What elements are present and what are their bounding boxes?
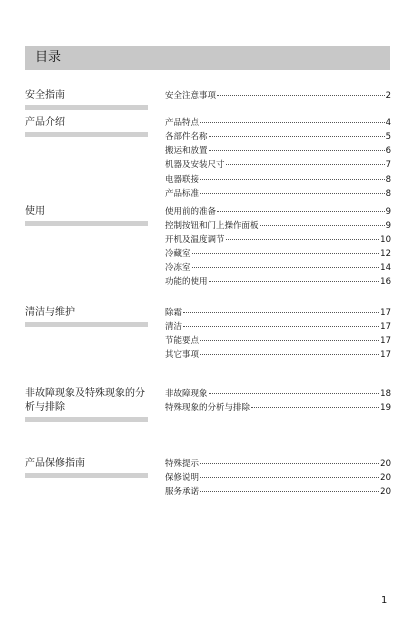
toc-entry[interactable] bbox=[165, 233, 391, 247]
toc-entry[interactable] bbox=[165, 89, 391, 103]
toc-entry-title: 产品特点 bbox=[165, 118, 200, 128]
dot-leader bbox=[200, 354, 379, 355]
section-heading: 安全指南 bbox=[25, 89, 148, 110]
dot-leader bbox=[226, 239, 380, 240]
section-heading: 清洁与维护 bbox=[25, 306, 148, 327]
toc-entry-page: 9 bbox=[385, 221, 391, 231]
toc-entry-title: 非故障现象 bbox=[165, 389, 208, 399]
dot-leader bbox=[209, 150, 385, 151]
dot-leader bbox=[226, 164, 385, 165]
toc-entry-page: 12 bbox=[380, 249, 391, 259]
toc-entry-page: 4 bbox=[385, 118, 391, 128]
toc-entry-title: 电器联接 bbox=[165, 175, 200, 185]
toc-entry-page: 10 bbox=[380, 235, 391, 245]
toc-entry[interactable] bbox=[165, 387, 391, 401]
toc-entry-page: 8 bbox=[385, 189, 391, 199]
dot-leader bbox=[217, 211, 385, 212]
section-heading: 产品保修指南 bbox=[25, 457, 148, 478]
dot-leader bbox=[183, 326, 379, 327]
toc-entry[interactable] bbox=[165, 187, 391, 201]
toc-entry-page: 5 bbox=[385, 132, 391, 142]
toc-entry[interactable] bbox=[165, 116, 391, 130]
toc-entry[interactable] bbox=[165, 320, 391, 334]
toc-entry[interactable] bbox=[165, 261, 391, 275]
toc-entry[interactable] bbox=[165, 334, 391, 348]
toc-entry-title: 除霜 bbox=[165, 308, 183, 318]
section-heading: 使用 bbox=[25, 205, 148, 226]
toc-entry-title: 各部件名称 bbox=[165, 132, 208, 142]
toc-entry-title: 服务承诺 bbox=[165, 487, 200, 497]
toc-entry-title: 清洁 bbox=[165, 322, 183, 332]
toc-entry-page: 17 bbox=[380, 322, 391, 332]
toc-entry-title: 使用前的准备 bbox=[165, 207, 217, 217]
section-heading: 产品介绍 bbox=[25, 116, 148, 137]
toc-entry-title: 特殊现象的分析与排除 bbox=[165, 403, 251, 413]
dot-leader bbox=[209, 393, 380, 394]
dot-leader bbox=[200, 122, 385, 123]
toc-entry-title: 节能要点 bbox=[165, 336, 200, 346]
dot-leader bbox=[200, 463, 379, 464]
page-number: 1 bbox=[381, 595, 388, 606]
toc-entry-title: 冷冻室 bbox=[165, 263, 191, 273]
toc-entry[interactable] bbox=[165, 130, 391, 144]
toc-entry-page: 17 bbox=[380, 308, 391, 318]
toc-entry[interactable] bbox=[165, 306, 391, 320]
toc-entry[interactable] bbox=[165, 173, 391, 187]
toc-entry-page: 16 bbox=[380, 277, 391, 287]
dot-leader bbox=[260, 225, 385, 226]
dot-leader bbox=[200, 193, 385, 194]
toc-entry-title: 功能的使用 bbox=[165, 277, 208, 287]
toc-entry-title: 产品标准 bbox=[165, 189, 200, 199]
dot-leader bbox=[192, 253, 380, 254]
toc-entry[interactable] bbox=[165, 144, 391, 158]
toc-entry[interactable] bbox=[165, 471, 391, 485]
dot-leader bbox=[200, 179, 385, 180]
toc-entry[interactable] bbox=[165, 457, 391, 471]
toc-entry[interactable] bbox=[165, 247, 391, 261]
toc-entry-title: 特殊提示 bbox=[165, 459, 200, 469]
dot-leader bbox=[209, 281, 380, 282]
dot-leader bbox=[209, 136, 385, 137]
section-heading: 非故障现象及特殊现象的分析与排除 bbox=[25, 387, 148, 422]
toc-entry-title: 控制按钮和门上操作面板 bbox=[165, 221, 259, 231]
dot-leader bbox=[217, 95, 385, 96]
dot-leader bbox=[200, 340, 379, 341]
toc-entry[interactable] bbox=[165, 401, 391, 415]
toc-entry[interactable] bbox=[165, 485, 391, 499]
toc-entry[interactable] bbox=[165, 158, 391, 172]
toc-entry-title: 保修说明 bbox=[165, 473, 200, 483]
toc-entry-title: 安全注意事项 bbox=[165, 91, 217, 101]
toc-entry-page: 6 bbox=[385, 146, 391, 156]
toc-entry-title: 搬运和放置 bbox=[165, 146, 208, 156]
toc-entry[interactable] bbox=[165, 219, 391, 233]
toc-title-bar bbox=[25, 46, 390, 70]
toc-entry[interactable] bbox=[165, 348, 391, 362]
dot-leader bbox=[251, 407, 379, 408]
page-title: 目录 bbox=[35, 50, 62, 65]
toc-entry-page: 20 bbox=[380, 473, 391, 483]
toc-entry-page: 2 bbox=[385, 91, 391, 101]
toc-entry-page: 9 bbox=[385, 207, 391, 217]
toc-entry[interactable] bbox=[165, 205, 391, 219]
toc-entry-page: 20 bbox=[380, 459, 391, 469]
dot-leader bbox=[200, 491, 379, 492]
toc-entry[interactable] bbox=[165, 275, 391, 289]
toc-entry-page: 19 bbox=[380, 403, 391, 413]
toc-entry-page: 17 bbox=[380, 336, 391, 346]
dot-leader bbox=[183, 312, 379, 313]
toc-entry-page: 7 bbox=[385, 160, 391, 170]
toc-entry-title: 开机及温度调节 bbox=[165, 235, 225, 245]
toc-entry-page: 17 bbox=[380, 350, 391, 360]
toc-entry-title: 其它事项 bbox=[165, 350, 200, 360]
toc-entry-page: 18 bbox=[380, 389, 391, 399]
toc-entry-page: 8 bbox=[385, 175, 391, 185]
toc-entry-page: 20 bbox=[380, 487, 391, 497]
toc-entry-title: 冷藏室 bbox=[165, 249, 191, 259]
toc-entry-page: 14 bbox=[380, 263, 391, 273]
dot-leader bbox=[192, 267, 380, 268]
toc-entry-title: 机器及安装尺寸 bbox=[165, 160, 225, 170]
dot-leader bbox=[200, 477, 379, 478]
